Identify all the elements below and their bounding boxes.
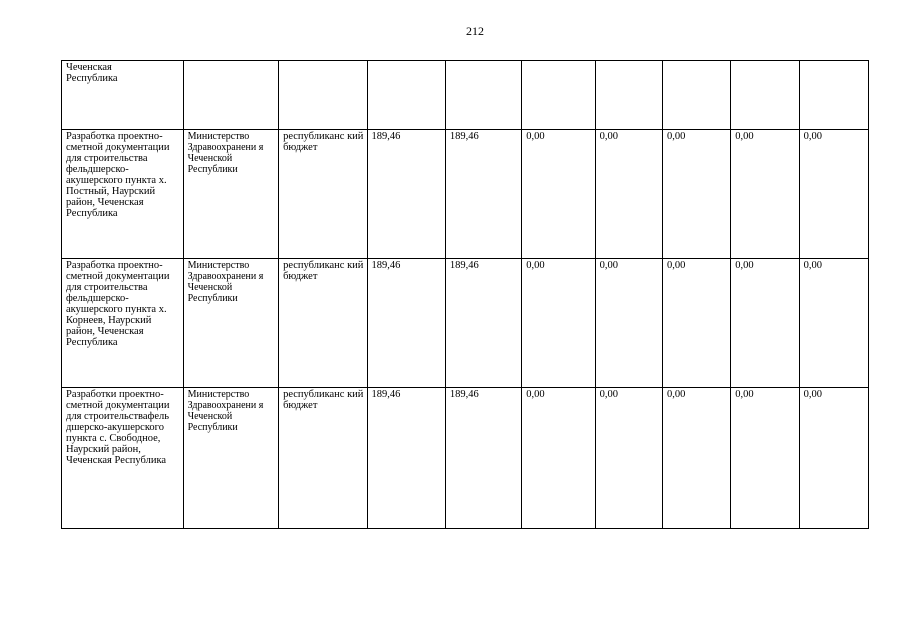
cell-empty xyxy=(595,61,662,130)
table-row xyxy=(62,388,869,529)
cell-empty xyxy=(731,61,799,130)
cell-value: 0,00 xyxy=(595,259,662,388)
cell-value: 0,00 xyxy=(731,130,799,259)
cell-empty xyxy=(522,61,595,130)
page-number: 212 xyxy=(466,24,484,38)
budget-table xyxy=(61,60,869,529)
cell-empty xyxy=(183,61,278,130)
cell-value: 0,00 xyxy=(662,130,730,259)
cell-empty xyxy=(367,61,445,130)
cell-value: 189,46 xyxy=(445,388,521,529)
cell-value: 0,00 xyxy=(522,388,595,529)
cell-source: республиканс кий бюджет xyxy=(279,259,367,388)
cell-value: 189,46 xyxy=(367,388,445,529)
cell-value: 0,00 xyxy=(522,259,595,388)
table-row xyxy=(62,61,869,130)
cell-value: 0,00 xyxy=(522,130,595,259)
cell-empty xyxy=(799,61,868,130)
cell-value: 189,46 xyxy=(367,130,445,259)
cell-value: 0,00 xyxy=(595,388,662,529)
cell-value: 0,00 xyxy=(799,130,868,259)
cell-value: 189,46 xyxy=(445,259,521,388)
cell-value: 0,00 xyxy=(799,259,868,388)
cell-empty xyxy=(445,61,521,130)
cell-source: республиканс кий бюджет xyxy=(279,130,367,259)
cell-value: 0,00 xyxy=(731,388,799,529)
cell-value: 189,46 xyxy=(367,259,445,388)
cell-value: 189,46 xyxy=(445,130,521,259)
cell-name: Чеченская Республика xyxy=(62,61,184,130)
cell-empty xyxy=(279,61,367,130)
cell-name: Разработка проектно-сметной документации для строительства фельдшерско-акушерского пункта х. Постный, Наурский район, Чеченская Республика xyxy=(62,130,184,259)
cell-ministry: Министерство Здравоохранени я Чеченской Республики xyxy=(183,388,278,529)
cell-source: республиканс кий бюджет xyxy=(279,388,367,529)
cell-value: 0,00 xyxy=(799,388,868,529)
cell-name: Разработка проектно-сметной документации для строительства фельдшерско-акушерского пункта х. Корнеев, Наурский район, Чеченская Республика xyxy=(62,259,184,388)
cell-value: 0,00 xyxy=(662,259,730,388)
table-row xyxy=(62,259,869,388)
table-row xyxy=(62,130,869,259)
cell-ministry: Министерство Здравоохранени я Чеченской Республики xyxy=(183,259,278,388)
cell-name: Разработки проектно-сметной документации для строительствафель дшерско-акушерского пункта с. Свободное, Наурский район, Чеченская Республика xyxy=(62,388,184,529)
cell-value: 0,00 xyxy=(595,130,662,259)
cell-ministry: Министерство Здравоохранени я Чеченской Республики xyxy=(183,130,278,259)
cell-empty xyxy=(662,61,730,130)
cell-value: 0,00 xyxy=(662,388,730,529)
cell-value: 0,00 xyxy=(731,259,799,388)
